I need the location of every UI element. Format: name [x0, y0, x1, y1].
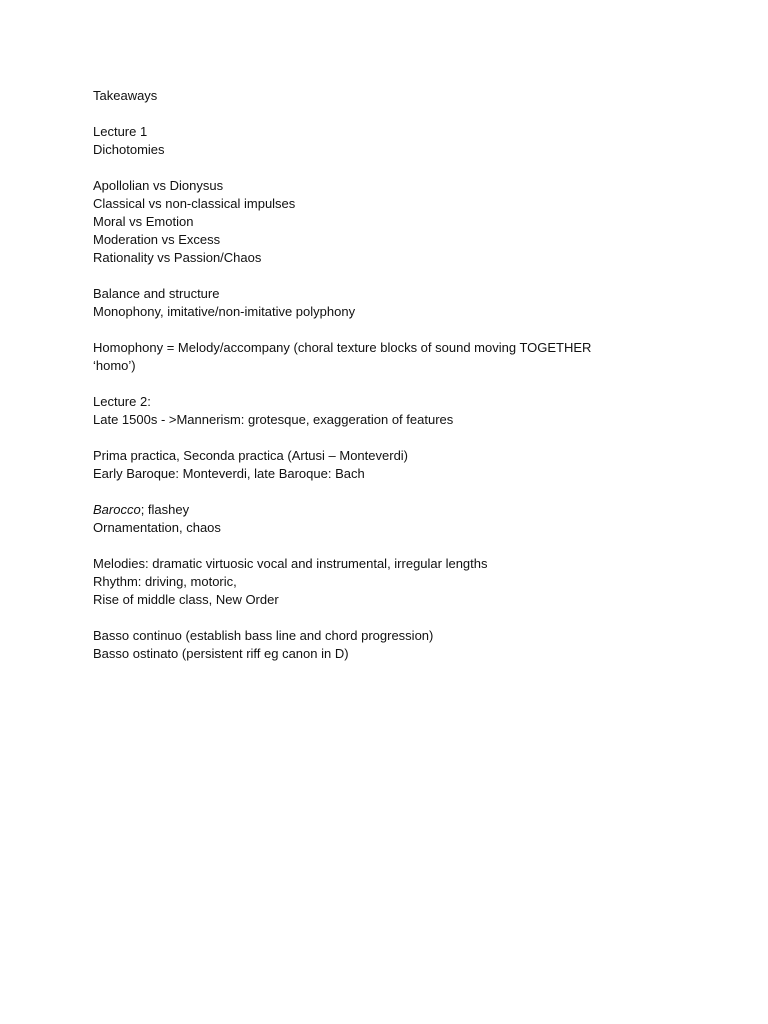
- characteristic-line: Rhythm: driving, motoric,: [93, 574, 237, 589]
- mannerism-line: Late 1500s - >Mannerism: grotesque, exaggeration of features: [93, 412, 454, 427]
- lecture1-subheading: Dichotomies: [93, 142, 165, 157]
- blank-line: [93, 429, 693, 447]
- blank-line: [93, 159, 693, 177]
- blank-line: [93, 537, 693, 555]
- barocco-term: Barocco: [93, 502, 141, 517]
- document-body: [93, 87, 693, 663]
- ornamentation-line: Ornamentation, chaos: [93, 520, 221, 535]
- blank-line: [93, 609, 693, 627]
- dichotomy-item: Apollolian vs Dionysus: [93, 178, 224, 193]
- barocco-rest: ; flashey: [140, 502, 190, 517]
- dichotomy-item: Moderation vs Excess: [93, 232, 221, 247]
- dichotomy-item: Rationality vs Passion/Chaos: [93, 250, 262, 265]
- lecture1-heading: Lecture 1: [93, 124, 148, 139]
- blank-line: [93, 375, 693, 393]
- blank-line: [93, 267, 693, 285]
- characteristic-line: Rise of middle class, New Order: [93, 592, 279, 607]
- dichotomy-item: Classical vs non-classical impulses: [93, 196, 296, 211]
- practica-line: Prima practica, Seconda practica (Artusi – Monteverdi): [93, 448, 409, 463]
- blank-line: [93, 105, 693, 123]
- structure-line: Balance and structure: [93, 286, 220, 301]
- homophony-line: Homophony = Melody/accompany (choral texture blocks of sound moving TOGETHER: [93, 340, 592, 355]
- document-title: Takeaways: [93, 88, 158, 103]
- blank-line: [93, 321, 693, 339]
- basso-ostinato-line: Basso ostinato (persistent riff eg canon in D): [93, 646, 349, 661]
- homophony-line-continued: ‘homo’): [93, 358, 136, 373]
- lecture2-heading: Lecture 2:: [93, 394, 151, 409]
- dichotomy-item: Moral vs Emotion: [93, 214, 194, 229]
- basso-continuo-line: Basso continuo (establish bass line and chord progression): [93, 628, 434, 643]
- blank-line: [93, 483, 693, 501]
- barocco-line: [93, 501, 693, 519]
- baroque-periods-line: Early Baroque: Monteverdi, late Baroque: Bach: [93, 466, 365, 481]
- characteristic-line: Melodies: dramatic virtuosic vocal and instrumental, irregular lengths: [93, 556, 488, 571]
- structure-line: Monophony, imitative/non-imitative polyphony: [93, 304, 356, 319]
